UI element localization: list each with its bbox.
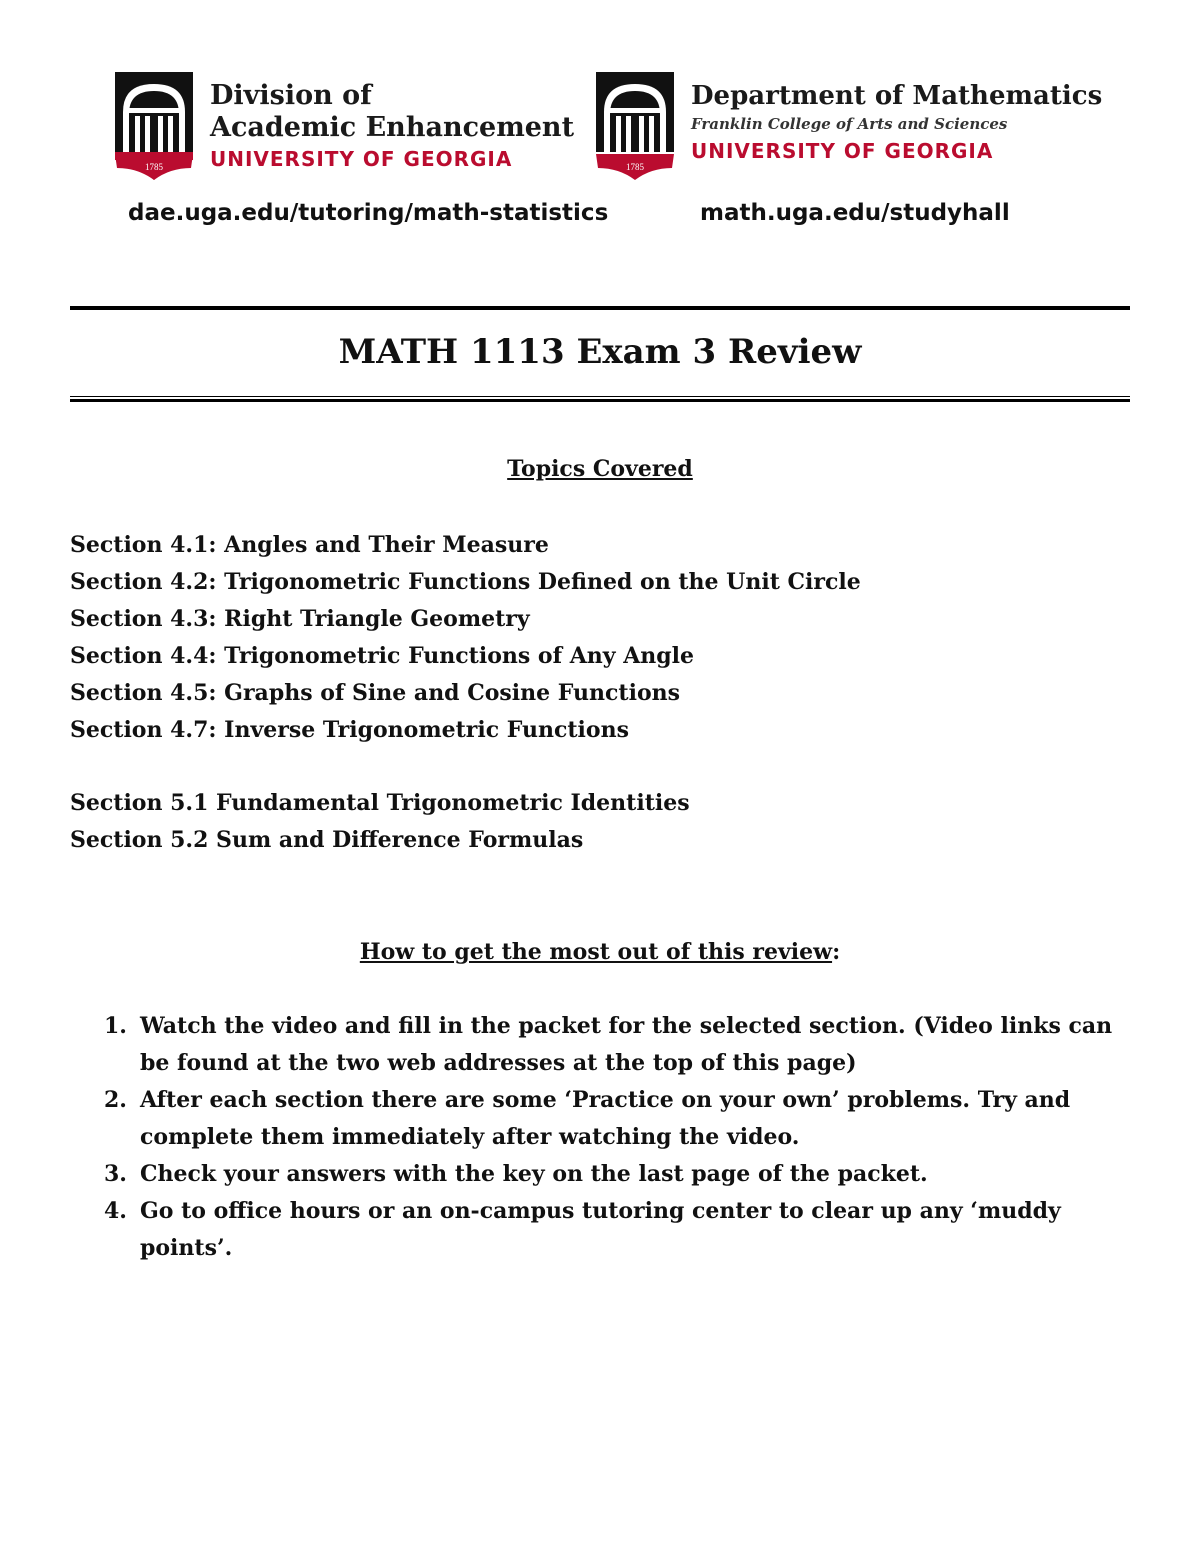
section-item: Section 4.3: Right Triangle Geometry [70, 606, 530, 632]
arch-year: 1785 [626, 162, 644, 172]
dae-logo-line2: Academic Enhancement [210, 112, 575, 143]
math-logo-line2: Franklin College of Arts and Sciences [691, 115, 1008, 133]
step-number: 3. [104, 1161, 127, 1187]
section-item: Section 5.2 Sum and Difference Formulas [70, 827, 584, 853]
studyhall-url-link[interactable]: math.uga.edu/studyhall [700, 200, 1010, 226]
page-title: MATH 1113 Exam 3 Review [338, 332, 862, 372]
title-rule-bottom-thick [70, 399, 1130, 402]
title-rule-top [70, 306, 1130, 310]
step-number: 1. [104, 1013, 127, 1039]
section-item: Section 4.1: Angles and Their Measure [70, 532, 549, 558]
dae-url-link[interactable]: dae.uga.edu/tutoring/math-statistics [128, 200, 609, 226]
howto-heading-colon: : [832, 939, 841, 965]
list-item [100, 1082, 1140, 1156]
topics-list [70, 527, 1130, 859]
step-text: Watch the video and fill in the packet for the selected section. (Video links can be found at the two web addresses at the top of this page) [140, 1013, 1113, 1076]
step-number: 4. [104, 1198, 127, 1224]
step-number: 2. [104, 1087, 127, 1113]
list-item [100, 1008, 1140, 1082]
list-item [100, 1156, 1140, 1193]
section-item: Section 4.2: Trigonometric Functions Defined on the Unit Circle [70, 569, 861, 595]
howto-heading [0, 935, 1200, 969]
section-item: Section 4.7: Inverse Trigonometric Functions [70, 717, 629, 743]
arch-year: 1785 [145, 162, 163, 172]
section-spacer [70, 749, 1130, 785]
section-item: Section 4.4: Trigonometric Functions of Any Angle [70, 643, 695, 669]
math-logo-uga: UNIVERSITY OF GEORGIA [691, 139, 994, 163]
math-logo-line1: Department of Mathematics [691, 81, 1103, 111]
topics-heading: Topics Covered [507, 456, 693, 482]
math-dept-logo [596, 72, 1102, 182]
howto-heading-text: How to get the most out of this review [359, 939, 833, 965]
uga-arch-logo-icon [115, 72, 193, 182]
uga-arch-logo-icon [596, 72, 674, 182]
step-text: After each section there are some ‘Practice on your own’ problems. Try and complete them immediately after watching the video. [140, 1087, 1071, 1150]
step-text: Go to office hours or an on-campus tutoring center to clear up any ‘muddy points’. [140, 1198, 1061, 1261]
step-text: Check your answers with the key on the last page of the packet. [140, 1161, 928, 1187]
title-rule-bottom [70, 396, 1130, 397]
list-item [100, 1193, 1140, 1267]
dae-logo [115, 72, 574, 182]
howto-steps-list [100, 1008, 1140, 1267]
section-item: Section 5.1 Fundamental Trigonometric Identities [70, 790, 690, 816]
section-item: Section 4.5: Graphs of Sine and Cosine Functions [70, 680, 680, 706]
dae-logo-uga: UNIVERSITY OF GEORGIA [210, 147, 513, 171]
dae-logo-line1: Division of [210, 80, 372, 111]
